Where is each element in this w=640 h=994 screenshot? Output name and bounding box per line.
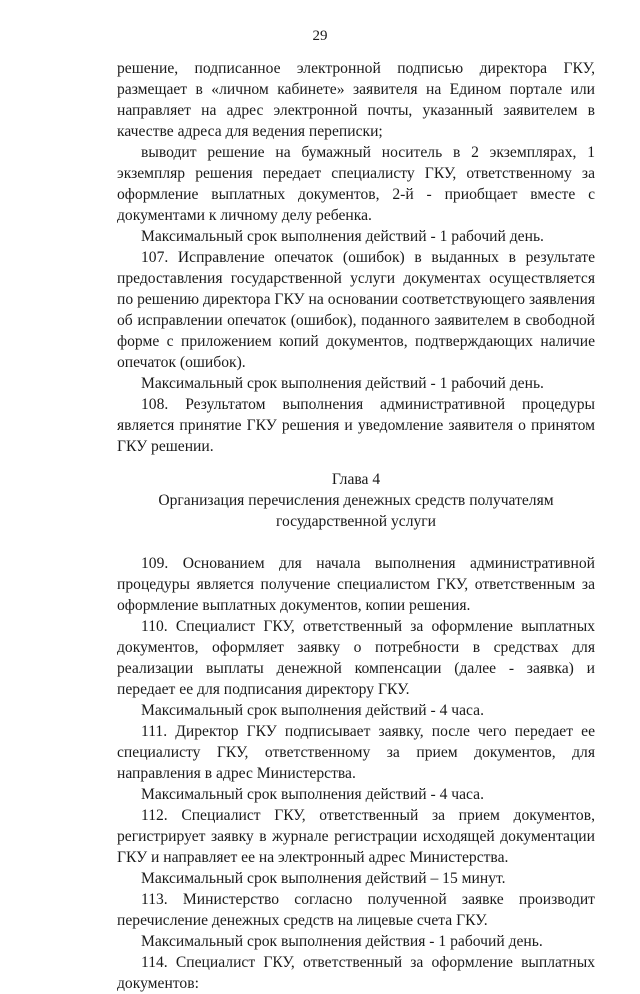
paragraph: 107. Исправление опечаток (ошибок) в выданных в результате предоставления государственной услуги документах осуществляется по решению директора ГКУ на основании соответствующего заявления об исправлении опечаток (ошибок), поданного заявителем в свободной форме с приложением копий документов, подтверждающих наличие опечаток (ошибок). [117, 249, 595, 371]
chapter-heading [117, 469, 595, 532]
paragraph: 113. Министерство согласно полученной заявке производит перечисление денежных средств на лицевые счета ГКУ. [117, 891, 595, 929]
paragraph: Максимальный срок выполнения действий – 15 минут. [141, 870, 506, 887]
paragraph: Максимальный срок выполнения действий - 4 часа. [141, 702, 484, 719]
chapter-number: Глава 4 [331, 471, 381, 488]
paragraph: 108. Результатом выполнения административной процедуры является принятие ГКУ решения и уведомление заявителя о принятом ГКУ решении. [117, 396, 595, 455]
paragraph: 111. Директор ГКУ подписывает заявку, после чего передает ее специалисту ГКУ, ответственному за прием документов, для направления в адрес Министерства. [117, 723, 595, 782]
page-number: 29 [312, 28, 328, 44]
paragraph: 112. Специалист ГКУ, ответственный за прием документов, регистрирует заявку в журнале регистрации исходящей документации ГКУ и направляет ее на электронный адрес Министерства. [117, 807, 595, 866]
paragraph: 110. Специалист ГКУ, ответственный за оформление выплатных документов, оформляет заявку о потребности в средствах для реализации выплаты денежной компенсации (далее - заявка) и передает ее для подписания директору ГКУ. [117, 618, 595, 698]
paragraph: Максимальный срок выполнения действия - 1 рабочий день. [141, 933, 543, 950]
paragraph: 109. Основанием для начала выполнения административной процедуры является получение специалистом ГКУ, ответственным за оформление выплатных документов, копии решения. [117, 555, 595, 614]
chapter-title-line-1: Организация перечисления денежных средств получателям [158, 492, 554, 509]
chapter-title-line-2: государственной услуги [275, 513, 437, 530]
paragraph: 114. Специалист ГКУ, ответственный за оформление выплатных документов: [117, 954, 595, 992]
document-body [117, 58, 595, 994]
paragraph: выводит решение на бумажный носитель в 2 экземплярах, 1 экземпляр решения передает специалисту ГКУ, ответственному за оформление выплатных документов, 2-й - приобщает вместе с документами к личному делу ребенка. [117, 144, 595, 224]
paragraph: Максимальный срок выполнения действий - 1 рабочий день. [141, 375, 544, 392]
paragraph: решение, подписанное электронной подписью директора ГКУ, размещает в «личном кабинете» заявителя на Едином портале или направляет на адрес электронной почты, указанный заявителем в качестве адреса для ведения переписки; [117, 60, 595, 140]
paragraph-group-top [117, 58, 595, 457]
paragraph-group-bottom [117, 553, 595, 994]
paragraph: Максимальный срок выполнения действий - 1 рабочий день. [141, 228, 544, 245]
paragraph: Максимальный срок выполнения действий - 4 часа. [141, 786, 484, 803]
